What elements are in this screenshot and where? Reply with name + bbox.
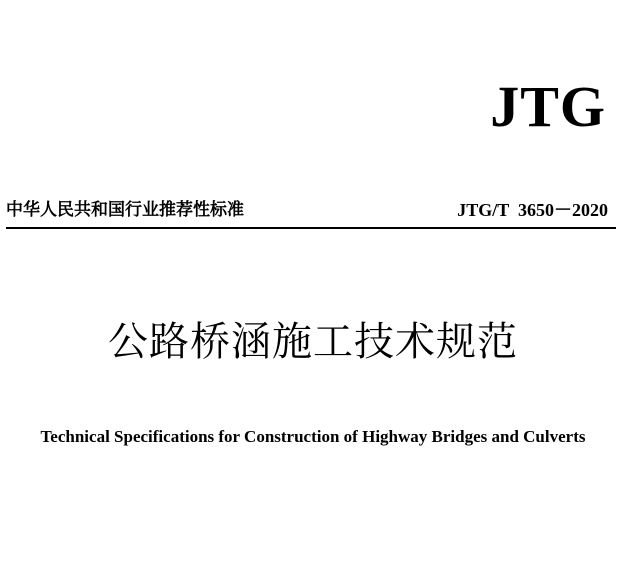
jtg-logo: JTG xyxy=(490,74,606,139)
header-divider xyxy=(6,227,616,229)
document-title-english: Technical Specifications for Construction of Highway Bridges and Culverts xyxy=(40,427,586,446)
standard-category: 中华人民共和国行业推荐性标准 xyxy=(6,200,244,220)
header-row xyxy=(6,197,616,223)
document-title-chinese: 公路桥涵施工技术规范 xyxy=(108,319,518,365)
standard-code: JTG/T 3650－2020 xyxy=(457,200,608,220)
